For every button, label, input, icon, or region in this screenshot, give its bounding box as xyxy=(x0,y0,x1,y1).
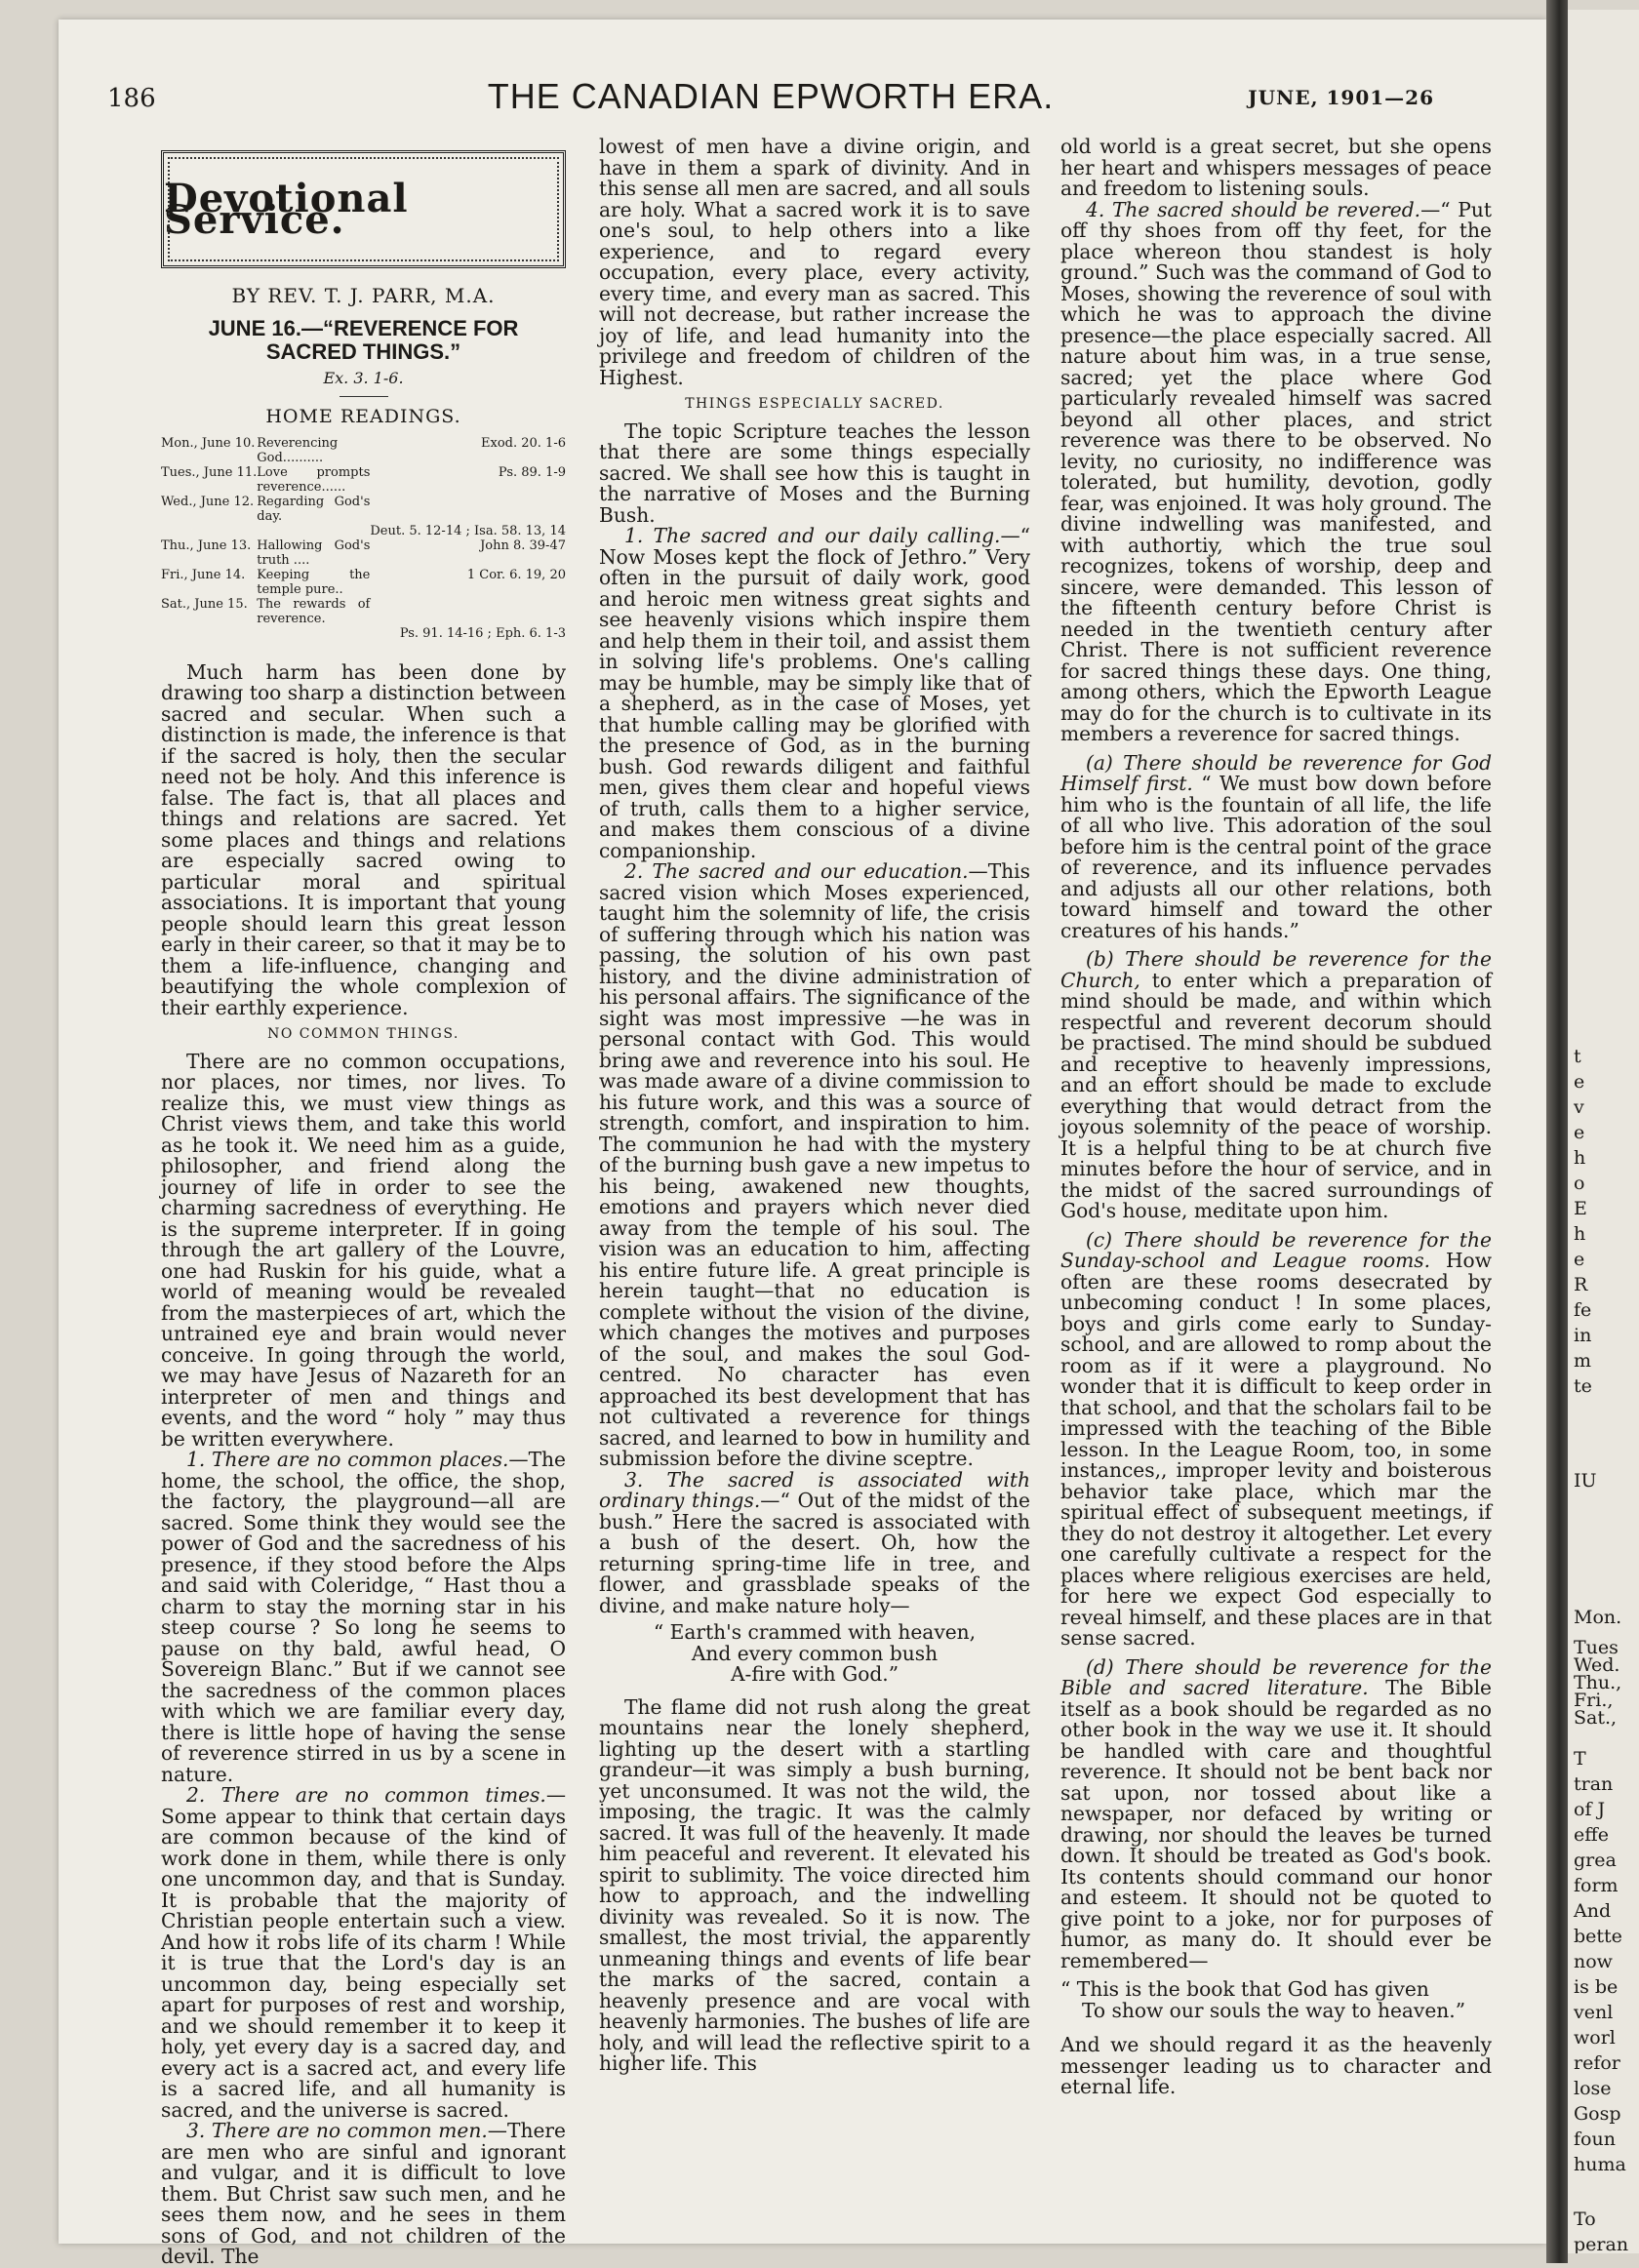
adjacent-page-fragment: form xyxy=(1574,1875,1619,1896)
paragraph xyxy=(599,861,1030,1470)
home-readings-table xyxy=(161,436,566,641)
reading-topic: The rewards of reverence. xyxy=(257,596,371,626)
adjacent-page-fragment: peran xyxy=(1574,2234,1629,2253)
paragraph-body: to enter which a preparation of mind should be made, and within which respectful and reverent decorum should be practised. The mind should be subdued and receptive to heavenly impressions, and an effort should be made to exclude everything that would detract from the joyous solemnity of the peace of worship. It is a helpful thing to be at church five minutes before the hour of service, and in the midst of the sacred surroundings of God's house, meditate upon him. xyxy=(1060,968,1493,1222)
reading-reference: Exod. 20. 1-6 xyxy=(481,435,566,451)
adjacent-page-fragment: grea xyxy=(1574,1850,1617,1871)
adjacent-page-fragment: h xyxy=(1574,1147,1586,1169)
paragraph-heading: (c) There should be reverence for the Sunday-school and League rooms. xyxy=(1060,1227,1492,1272)
subheading-things-especially-sacred: THINGS ESPECIALLY SACRED. xyxy=(685,396,944,412)
adjacent-page-fragment: te xyxy=(1574,1375,1592,1397)
reading-day: Sat., June 15. xyxy=(161,596,248,612)
adjacent-page-fragment: m xyxy=(1574,1350,1592,1372)
paragraph-body: —The home, the school, the office, the shop, the factory, the playground—all are sacred. Some think they would see the power of God and the sacredness of his presence, if they stood before the Alps and said with Coleridge, “ Hast thou a charm to stay the morning star in his steep course ? So long he seems to pause on thy bald, awful head, O Sovereign Blanc.” But if we cannot see the sacredness of the common places with which we are familiar every day, there is little hope of having the sense of reverence stirred in us by a scene in nature. xyxy=(161,1448,566,1786)
reading-topic: Keeping the temple pure.. xyxy=(257,567,371,597)
paragraph-body: —This sacred vision which Moses experienced, taught him the solemnity of life, the crisis of suffering through which his nation was passing, the solution of his own past history, and the divine administration of his personal affairs. The significance of the sight was most impressive —he was in personal contact with God. This would bring awe and reverence into his soul. He was made aware of a divine commission to his future work, and this was a source of strength, comfort, and inspiration to him. The communion he had with the mystery of the burning bush gave a new impetus to his being, awakened new thoughts, emotions and prayers which never died away from the temple of his soul. The vision was an education to him, affecting his entire future life. A great principle is herein taught—that no education is complete without the vision of the divine, which changes the motives and purposes of the soul, and makes the soul God-centred. No character has even approached its best development that has not cultivated a reverence for things sacred, and learned to bow in humility and submission before the divine sceptre. xyxy=(599,859,1030,1470)
adjacent-page-fragment: IU xyxy=(1574,1470,1597,1492)
book-spine xyxy=(1546,0,1568,2263)
adjacent-page-fragment: t xyxy=(1574,1046,1581,1067)
reading-row xyxy=(161,495,566,524)
verse-line: To show our souls the way to heaven.” xyxy=(1082,1998,1466,2022)
paragraph-body: The Bible itself as a book should be regarded as no other book in the way we use it. It should be handled with care and thoughtful reverence. It should not be bent back nor sat upon, nor tossed about like a newspaper, nor defaced by writing or drawing, nor should the leaves be turned down. It should be treated as God's book. Its contents should command our honor and esteem. It should not be quoted to give point to a joke, nor for purposes of humor, as many do. It should ever be remembered— xyxy=(1060,1676,1493,1972)
adjacent-page-fragment: is be xyxy=(1574,1976,1619,1998)
adjacent-page-fragment: T xyxy=(1574,1748,1586,1770)
reading-reference xyxy=(370,495,566,524)
topic-title: JUNE 16.—“REVERENCE FOR SACRED THINGS.” xyxy=(208,315,519,364)
reading-row xyxy=(161,597,566,626)
paragraph-heading: 1. The sacred and our daily calling. xyxy=(624,524,1001,547)
reading-row xyxy=(161,626,566,641)
poem-quote xyxy=(599,1622,1030,1686)
closing-paragraph: And we should regard it as the heavenly messenger leading us to character and eternal life. xyxy=(1060,2033,1492,2098)
reading-topic: Hallowing God's truth .... xyxy=(257,537,371,568)
adjacent-page-fragment: Wed. xyxy=(1574,1654,1620,1676)
adjacent-page-fragment: tran xyxy=(1574,1773,1614,1795)
paragraph: There are no common occupations, nor places, nor times, nor lives. To realize this, we must view things as Christ views them, and take this world as he took it. We need him as a guide, philosopher, and friend along the journey of life in order to see the charming sacredness of everything. He is the supreme interpreter. If in going through the art gallery of the Louvre, one had Ruskin for his guide, what a world of meaning would be revealed from the masterpieces of art, which the untrained eye and brain would never conceive. In going through the world, we may have Jesus of Nazareth for an interpreter of men and things and events, and the word “ holy ” may thus be written everywhere. xyxy=(161,1049,566,1451)
reading-reference: Deut. 5. 12-14 ; Isa. 58. 13, 14 xyxy=(370,523,566,538)
paragraph xyxy=(161,2121,566,2268)
byline: BY REV. T. J. PARR, M.A. xyxy=(231,284,496,307)
column-2 xyxy=(599,137,1030,2075)
poem-line: And every common bush xyxy=(691,1641,939,1665)
paragraph-heading: 3. There are no common men. xyxy=(186,2119,488,2142)
paragraph-body: —There are men who are sinful and ignorant and vulgar, and it is difficult to love them. But Christ saw such men, and he sees them now, and he sees in them sons of God, and not children of the devil. The xyxy=(161,2119,566,2268)
home-readings-heading: HOME READINGS. xyxy=(265,406,461,427)
paragraph xyxy=(599,1467,1030,1617)
reading-row xyxy=(161,524,566,538)
verse-quote xyxy=(1060,1979,1492,2021)
intro-paragraph: Much harm has been done by drawing too sharp a distinction between sacred and secular. When such a distinction is made, the inference is that if the sacred is holy, then the secular need not be holy. And this inference is false. The fact is, that all places and things and relations are sacred. Yet some places and things and relations are especially sacred owing to particular moral and spiritual associations. It is important that young people should learn this great lesson early in their career, so that it may be to them a life-influence, changing and beautifying the whole complexion of their earthly experience. xyxy=(161,659,566,1019)
reading-topic: Love prompts reverence...... xyxy=(257,464,371,495)
reading-reference: John 8. 39-47 xyxy=(480,537,566,553)
subheading-no-common-things: NO COMMON THINGS. xyxy=(267,1026,460,1042)
scripture-reference: Ex. 3. 1-6. xyxy=(323,368,404,387)
adjacent-page-fragment: h xyxy=(1574,1223,1586,1245)
paragraph xyxy=(161,1785,566,2121)
paragraph: old world is a great secret, but she opens her heart and whispers messages of peace and freedom to listening souls. xyxy=(1060,135,1492,200)
adjacent-page-fragment: v xyxy=(1574,1096,1584,1118)
section-title: Devotional Service. xyxy=(164,176,409,243)
paragraph-body: —“ Out of the midst of the bush.” Here the sacred is associated with a bush of the desert. Oh, how the returning spring-time life in tree, and flower, and grassblade speaks of the divine, and make nature holy— xyxy=(599,1489,1030,1617)
paragraph-body: How often are these rooms desecrated by unbecoming conduct ! In some places, boys and girls come early to Sunday-school, and are allowed to romp about the room as if it were a playground. No wonder that it is difficult to keep order in that school, and that the scholars fail to be impressed with the teaching of the Bible lesson. In the League Room, too, in some instances,, improper levity and boisterous behavior take place, which mar the spiritual effect of subsequent meetings, if they do not destroy it altogether. Let every one carefully cultivate a respect for the places where religious exercises are held, for here we expect God especially to reveal himself, and these places are in that sense sacred. xyxy=(1060,1249,1492,1650)
paragraph xyxy=(1060,949,1492,1222)
adjacent-page-fragment: foun xyxy=(1574,2129,1616,2150)
reading-day: Fri., June 14. xyxy=(161,567,246,582)
poem-line: A-fire with God.” xyxy=(730,1662,899,1686)
paragraph-heading: 2. There are no common times. xyxy=(186,1783,546,1807)
reading-reference xyxy=(370,597,566,626)
paragraph-heading: (a) There should be reverence for God Himself first. xyxy=(1060,750,1492,795)
paragraph-body: —“ Put off thy shoes from off thy feet, for the place whereon thou standest is holy ground.” Such was the command of God to Moses, showing the reverence of soul with which he was to approach the divine presence—the place especially sacred. All nature about him was, in a true sense, sacred; yet the place where God particularly revealed himself was sacred beyond all other places, and strict reverence was there to be observed. No levity, no curiosity, no indifference was tolerated, but humility, devotion, godly fear, was enjoined. It was holy ground. The divine indwelling was manifested, and with authortiy, which the true soul recognizes, tokens of worship, deep and sincere, were demanded. This lesson of the fifteenth century before Christ is needed in the twentieth century after Christ. There is not sufficient reverence for sacred things these days. One thing, among others, which the Epworth League may do for the church is to cultivate in its members a reverence for sacred things. xyxy=(1060,197,1492,745)
paragraph: The topic Scripture teaches the lesson that there are some things especially sacred. We shall see how this is taught in the narrative of Moses and the Burning Bush. xyxy=(599,418,1030,527)
adjacent-page-fragment: Gosp xyxy=(1574,2103,1621,2125)
poem-line: “ Earth's crammed with heaven, xyxy=(653,1620,977,1644)
reading-day: Thu., June 13. xyxy=(161,537,252,553)
adjacent-page-fragment: venl xyxy=(1574,2002,1614,2023)
paragraph-heading: 1. There are no common places. xyxy=(186,1448,509,1471)
masthead: THE CANADIAN EPWORTH ERA. xyxy=(487,76,1055,116)
paragraph-heading: 4. The sacred should be revered. xyxy=(1086,197,1421,221)
reading-topic xyxy=(257,626,370,641)
adjacent-page-fragment: refor xyxy=(1574,2052,1620,2074)
adjacent-page-fragment: huma xyxy=(1574,2154,1626,2175)
adjacent-page-fragment: now xyxy=(1574,1951,1613,1972)
reading-day xyxy=(161,524,257,538)
reading-row xyxy=(161,538,566,568)
reading-day: Tues., June 11. xyxy=(161,464,258,480)
paragraph: The flame did not rush along the great mountains near the lonely shepherd, lighting up the desert with a startling grandeur—it was simply a bush burning, yet unconsumed. It was not the wild, the imposing, the tragic. It was the calmly sacred. It was full of the heavenly. It made him peaceful and reverent. It elevated his spirit to sublimity. The voice directed him how to approach, and the indwelling divinity was revealed. So it is now. The smallest, the most trivial, the apparently unmeaning things and events of life bear the marks of the sacred, contain a heavenly presence and are vocal with heavenly harmonies. The bushes of life are holy, and will lead the reflective spirit to a higher life. This xyxy=(599,1694,1030,2075)
adjacent-page-fragment: e xyxy=(1574,1071,1585,1093)
column-1 xyxy=(161,137,566,2268)
adjacent-page-fragment: e xyxy=(1574,1249,1585,1270)
adjacent-page-fragment: bette xyxy=(1574,1926,1622,1947)
adjacent-page-fragment: Tues xyxy=(1574,1637,1619,1658)
paragraph-heading: (b) There should be reverence for the Church, xyxy=(1060,947,1492,992)
adjacent-page-fragment: Fri., xyxy=(1574,1690,1614,1711)
paragraph-heading: 3. The sacred is associated with ordinary things. xyxy=(599,1467,1030,1512)
verse-line: “ This is the book that God has given xyxy=(1060,1977,1429,2001)
reading-day: Wed., June 12. xyxy=(161,494,255,509)
paragraph-body: “ We must bow down before him who is the fountain of all life, the life of all who live. This adoration of the soul before him is the central point of the grace of reverence, and its influence pervades and adjusts all our other relations, both toward himself and toward the other creatures of his hands.” xyxy=(1060,772,1492,942)
reading-topic: Reverencing God.......... xyxy=(257,435,339,465)
paragraph-body: —Some appear to think that certain days are common because of the kind of work done in them, while there is only one uncommon day, and that is Sunday. It is probable that the majority of Christian people entertain such a view. And how it robs life of its charm ! While it is true that the Lord's day is an uncommon day, being especially set apart for purposes of rest and worship, and we should remember it to keep it holy, yet every day is a sacred day, and every act is a sacred act, and every life is a sacred life, and all humanity is sacred, and the universe is sacred. xyxy=(161,1783,566,2122)
adjacent-page-fragment: fe xyxy=(1574,1299,1592,1321)
paragraph xyxy=(161,1450,566,1785)
adjacent-page-fragment: e xyxy=(1574,1122,1585,1143)
adjacent-page-fragment: worl xyxy=(1574,2027,1616,2049)
paragraph-body: —“ Now Moses kept the flock of Jethro.” Very often in the pursuit of daily work, good and heroic men witness great sights and see heavenly visions which inspire them and help them in their toil, and assist them in solving life's problems. One's calling may be humble, may be simply like that of a shepherd, as in the case of Moses, yet that humble calling may be glorified with the presence of God, as in the burning bush. God rewards diligent and faithful men, gives them clear and hopeful views of truth, calls them to a higher service, and makes them conscious of a divine companionship. xyxy=(599,524,1030,862)
adjacent-page-fragment: R xyxy=(1574,1274,1588,1295)
reading-topic: Regarding God's day. xyxy=(257,494,371,524)
adjacent-page-fragment: in xyxy=(1574,1325,1592,1346)
paragraph xyxy=(1060,750,1492,942)
adjacent-page-fragment: o xyxy=(1574,1173,1585,1194)
reading-day xyxy=(161,626,257,641)
paragraph: lowest of men have a divine origin, and have in them a spark of divinity. And in this sense all men are sacred, and all souls are holy. What a sacred work it is to save one's soul, to help others into a like experience, and to regard every occupation, every place, every activity, every time, and every man as sacred. This will not decrease, but rather increase the joy of life, and lead humanity into the privilege and freedom of children of the Highest. xyxy=(599,135,1030,389)
adjacent-page-fragment: effe xyxy=(1574,1824,1609,1846)
adjacent-page-fragment: lose xyxy=(1574,2078,1612,2099)
reading-row xyxy=(161,568,566,597)
adjacent-page-fragment: And xyxy=(1574,1900,1612,1922)
adjacent-page-fragment: E xyxy=(1574,1198,1587,1219)
paragraph-heading: 2. The sacred and our education. xyxy=(624,859,969,883)
reading-row xyxy=(161,436,566,465)
page-number: 186 xyxy=(107,84,156,113)
paragraph-heading: (d) There should be reverence for the Bible and sacred literature. xyxy=(1060,1654,1492,1699)
page-header xyxy=(107,76,1434,125)
column-3 xyxy=(1060,137,1492,2098)
paragraph xyxy=(1060,1227,1492,1650)
reading-day: Mon., June 10. xyxy=(161,435,256,451)
reading-reference: Ps. 89. 1-9 xyxy=(498,464,566,480)
issue-date: JUNE, 1901—26 xyxy=(1248,86,1434,109)
paragraph xyxy=(1060,197,1492,745)
divider xyxy=(340,396,388,397)
reading-row xyxy=(161,465,566,495)
adjacent-page-edge xyxy=(1568,10,1639,2253)
adjacent-page-fragment: Sat., xyxy=(1574,1707,1618,1729)
paragraph xyxy=(599,526,1030,861)
adjacent-page-fragment: Thu., xyxy=(1574,1672,1622,1693)
adjacent-page-fragment: To xyxy=(1574,2208,1596,2230)
adjacent-page-fragment: Mon. xyxy=(1574,1607,1622,1628)
reading-topic xyxy=(257,524,370,538)
adjacent-page-fragment: of J xyxy=(1574,1799,1606,1820)
paragraph xyxy=(1060,1654,1493,1972)
reading-reference: 1 Cor. 6. 19, 20 xyxy=(466,567,566,582)
section-title-box xyxy=(161,150,566,268)
reading-reference: Ps. 91. 14-16 ; Eph. 6. 1-3 xyxy=(399,625,566,641)
